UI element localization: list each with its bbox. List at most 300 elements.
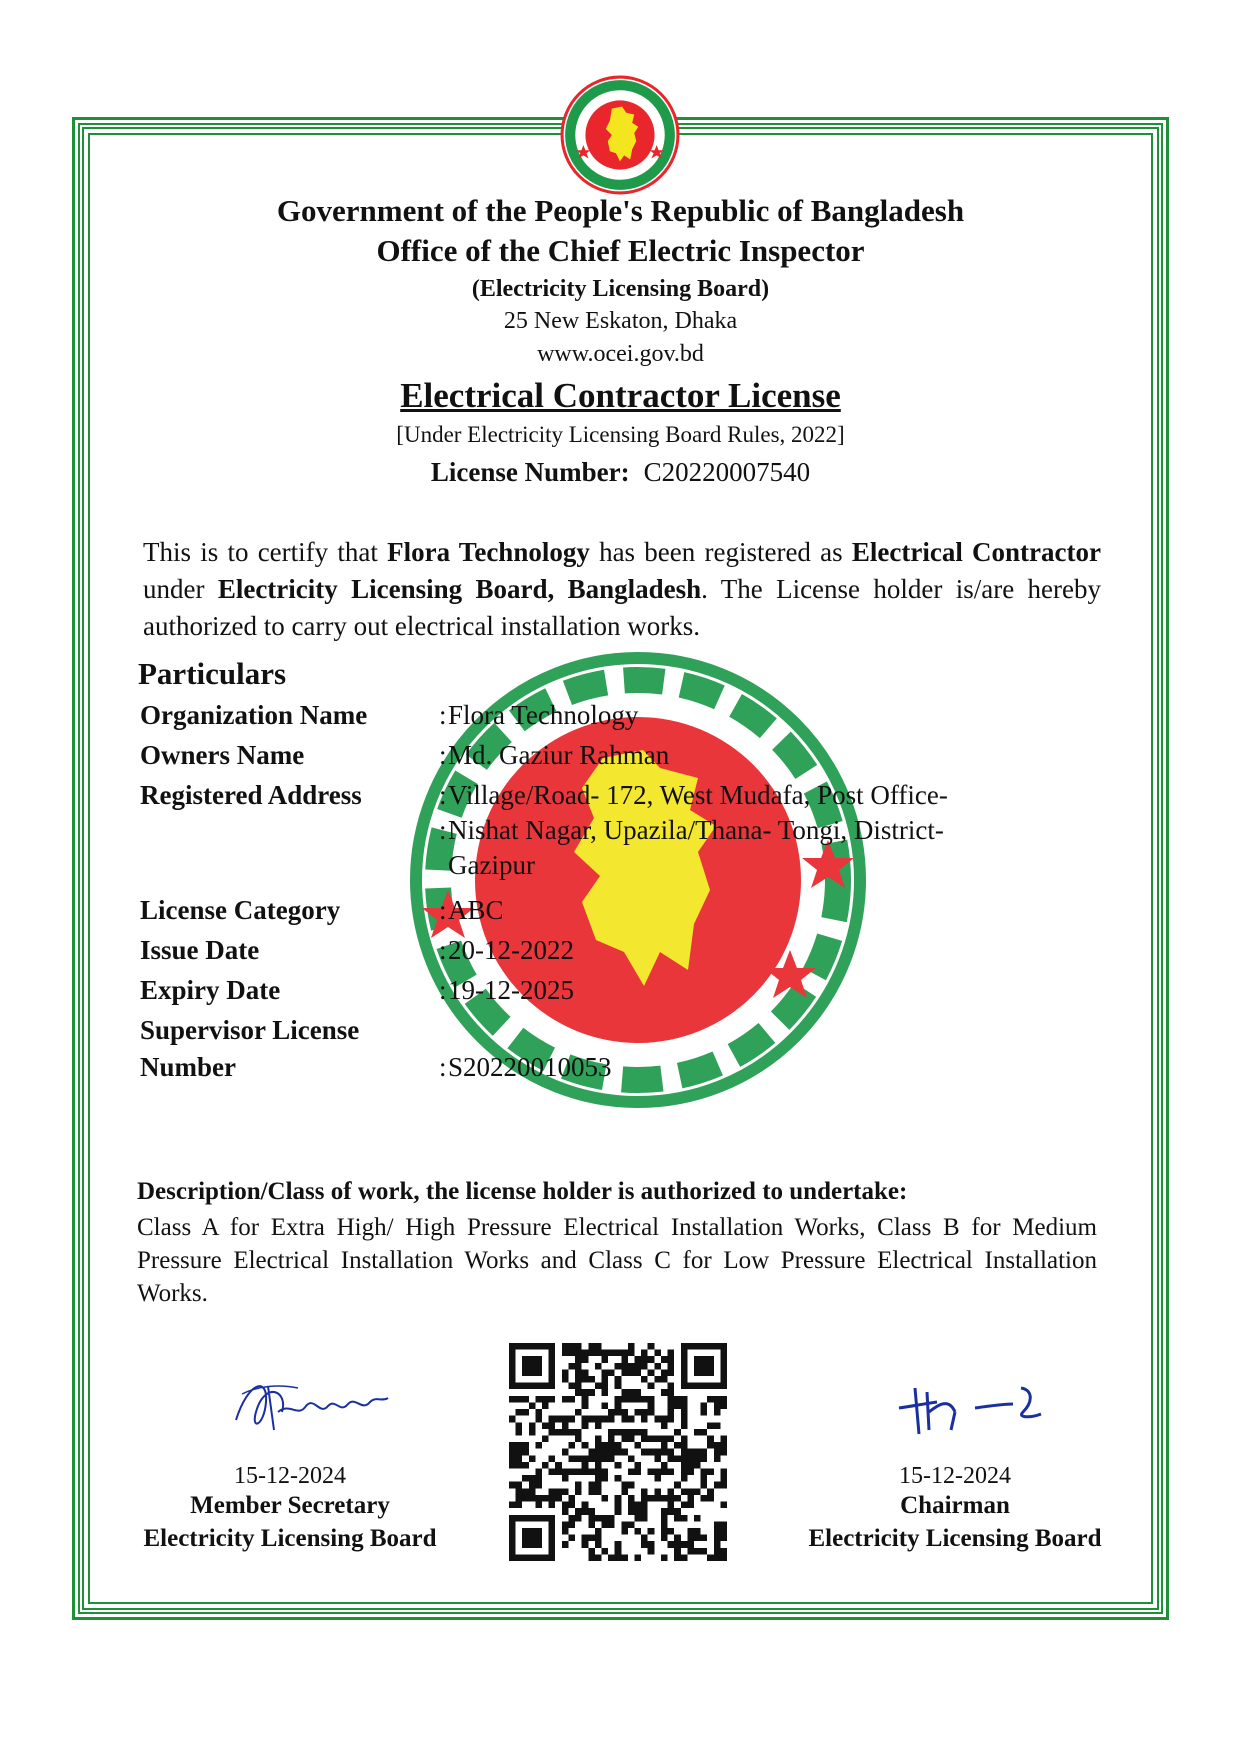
value-address-line-3: Gazipur [448,850,535,880]
qr-module [549,1369,556,1376]
qr-module [509,1396,516,1403]
qr-module [535,1554,542,1561]
qr-module [654,1435,661,1442]
qr-module [701,1409,708,1416]
cert-role: Electrical Contractor [851,537,1101,567]
qr-module [621,1554,628,1561]
qr-module [549,1356,556,1363]
qr-module [668,1455,675,1462]
qr-module [701,1469,708,1476]
qr-module [516,1488,523,1495]
qr-module [707,1369,714,1376]
value-address-line-1: Village/Road- 172, West Mudafa, Post Office- [448,780,948,810]
qr-module [681,1416,688,1423]
qr-module [529,1363,536,1370]
qr-module [549,1488,556,1495]
qr-module [628,1396,635,1403]
qr-module [615,1429,622,1436]
qr-module [535,1343,542,1350]
qr-module [535,1416,542,1423]
qr-module [509,1515,516,1522]
qr-module [608,1350,615,1357]
qr-module [595,1469,602,1476]
qr-module [661,1462,668,1469]
qr-module [509,1528,516,1535]
qr-module [648,1435,655,1442]
qr-module [641,1502,648,1509]
qr-module [516,1515,523,1522]
label-license-category: License Category [140,895,341,925]
license-number-value: C20220007540 [643,457,811,487]
qr-module [714,1343,721,1350]
qr-module [568,1442,575,1449]
qr-module [615,1363,622,1370]
qr-module [714,1396,721,1403]
qr-module [648,1495,655,1502]
qr-module [601,1449,608,1456]
qr-module [720,1475,727,1482]
qr-module [595,1515,602,1522]
qr-module [601,1383,608,1390]
qr-module [562,1488,569,1495]
qr-module [668,1356,675,1363]
colon: : [439,895,447,925]
label-registered-address: Registered Address [140,780,362,810]
qr-module [720,1469,727,1476]
qr-module [608,1521,615,1528]
website: www.ocei.gov.bd [537,341,704,367]
qr-module [668,1369,675,1376]
qr-module [641,1435,648,1442]
qr-module [714,1383,721,1390]
qr-module [661,1416,668,1423]
qr-module [674,1541,681,1548]
qr-module [575,1435,582,1442]
qr-module [509,1442,516,1449]
qr-module [522,1495,529,1502]
qr-module [654,1416,661,1423]
qr-module [542,1554,549,1561]
qr-module [641,1488,648,1495]
qr-module [720,1449,727,1456]
qr-module [635,1429,642,1436]
qr-module [595,1442,602,1449]
qr-module [562,1449,569,1456]
qr-module [720,1343,727,1350]
qr-module [674,1429,681,1436]
qr-module [694,1369,701,1376]
board-subtitle: (Electricity Licensing Board) [471,276,770,302]
value-supervisor-license: S20220010053 [448,1052,612,1082]
qr-module [714,1422,721,1429]
qr-module [661,1528,668,1535]
qr-module [535,1442,542,1449]
qr-module [720,1369,727,1376]
qr-module [575,1455,582,1462]
qr-module [694,1356,701,1363]
qr-module [654,1376,661,1383]
qr-module [628,1495,635,1502]
qr-module [582,1535,589,1542]
qr-module [648,1356,655,1363]
qr-module [588,1515,595,1522]
qr-module [654,1449,661,1456]
qr-module [595,1350,602,1357]
chairman-board: Electricity Licensing Board [808,1525,1102,1552]
qr-module [654,1455,661,1462]
qr-module [582,1541,589,1548]
qr-module [601,1521,608,1528]
qr-module [635,1409,642,1416]
qr-module [588,1521,595,1528]
qr-module [595,1488,602,1495]
qr-module [562,1396,569,1403]
qr-module [628,1455,635,1462]
qr-module [615,1383,622,1390]
qr-module [582,1442,589,1449]
qr-module [674,1508,681,1515]
label-issue-date: Issue Date [140,935,260,965]
qr-module [575,1376,582,1383]
office-title: Office of the Chief Electric Inspector [376,233,865,268]
member-secretary-date: 15-12-2024 [234,1463,346,1489]
qr-module [535,1469,542,1476]
qr-module [681,1350,688,1357]
qr-module [641,1396,648,1403]
qr-module [661,1449,668,1456]
qr-module [668,1541,675,1548]
qr-module [687,1541,694,1548]
qr-module [707,1442,714,1449]
qr-module [588,1469,595,1476]
qr-module [522,1343,529,1350]
qr-module [621,1369,628,1376]
qr-module [668,1449,675,1456]
qr-module [635,1554,642,1561]
qr-module [661,1422,668,1429]
qr-module [720,1482,727,1489]
qr-module [661,1508,668,1515]
qr-module [687,1449,694,1456]
qr-module [509,1416,516,1423]
qr-module [542,1402,549,1409]
qr-module [588,1376,595,1383]
qr-module [549,1422,556,1429]
qr-module [714,1554,721,1561]
qr-module [720,1554,727,1561]
qr-module [668,1389,675,1396]
qr-module [522,1541,529,1548]
qr-module [621,1521,628,1528]
qr-module [648,1541,655,1548]
qr-module [641,1535,648,1542]
qr-module [615,1449,622,1456]
qr-module [516,1429,523,1436]
qr-module [588,1548,595,1555]
qr-module [601,1356,608,1363]
qr-module [668,1528,675,1535]
qr-module [674,1482,681,1489]
value-expiry-date: 19-12-2025 [448,975,574,1005]
qr-module [516,1462,523,1469]
qr-code-icon [508,1343,728,1561]
qr-module [529,1541,536,1548]
qr-module [635,1502,642,1509]
qr-module [674,1515,681,1522]
qr-module [714,1455,721,1462]
qr-module [595,1535,602,1542]
qr-module [714,1541,721,1548]
qr-module [529,1402,536,1409]
license-rules: [Under Electricity Licensing Board Rules, 2022] [396,422,845,447]
qr-module [707,1343,714,1350]
qr-module [628,1521,635,1528]
qr-module [562,1528,569,1535]
qr-module [529,1356,536,1363]
qr-module [535,1541,542,1548]
qr-module [615,1554,622,1561]
qr-module [516,1383,523,1390]
qr-module [529,1528,536,1535]
qr-module [562,1475,569,1482]
qr-module [681,1541,688,1548]
qr-module [628,1482,635,1489]
qr-module [535,1475,542,1482]
qr-module [661,1389,668,1396]
qr-module [648,1396,655,1403]
qr-module [694,1528,701,1535]
member-secretary-title: Member Secretary [190,1492,390,1519]
qr-module [595,1462,602,1469]
qr-module [701,1548,708,1555]
qr-module [522,1515,529,1522]
qr-module [562,1416,569,1423]
description-heading: Description/Class of work, the license holder is authorized to undertake: [137,1178,908,1205]
qr-module [621,1482,628,1489]
qr-module [687,1383,694,1390]
member-secretary-board: Electricity Licensing Board [143,1525,437,1552]
qr-module [674,1548,681,1555]
qr-module [568,1429,575,1436]
cert-prefix: This is to certify that [143,537,388,567]
qr-module [529,1475,536,1482]
qr-module [701,1449,708,1456]
qr-module [601,1402,608,1409]
qr-module [641,1508,648,1515]
qr-module [568,1502,575,1509]
qr-module [549,1469,556,1476]
qr-module [694,1548,701,1555]
qr-module [595,1422,602,1429]
qr-module [661,1554,668,1561]
qr-module [615,1502,622,1509]
qr-module [549,1455,556,1462]
qr-module [535,1528,542,1535]
qr-module [641,1429,648,1436]
qr-module [668,1508,675,1515]
qr-module [595,1416,602,1423]
qr-module [635,1508,642,1515]
qr-module [701,1356,708,1363]
qr-module [615,1350,622,1357]
qr-module [608,1435,615,1442]
qr-module [542,1435,549,1442]
qr-module [661,1535,668,1542]
qr-module [522,1449,529,1456]
license-number-line [0,457,1241,488]
qr-module [635,1369,642,1376]
qr-module [668,1396,675,1403]
qr-module [681,1515,688,1522]
qr-module [668,1350,675,1357]
qr-module [615,1508,622,1515]
value-issue-date: 20-12-2022 [448,935,574,965]
label-organization-name: Organization Name [140,700,368,730]
qr-module [635,1515,642,1522]
qr-module [661,1435,668,1442]
qr-module [661,1369,668,1376]
qr-module [714,1449,721,1456]
qr-module [621,1435,628,1442]
qr-module [535,1356,542,1363]
qr-module [687,1455,694,1462]
qr-module [588,1508,595,1515]
qr-module [615,1402,622,1409]
qr-module [720,1435,727,1442]
qr-module [588,1389,595,1396]
qr-module [562,1508,569,1515]
qr-module [621,1396,628,1403]
qr-module [582,1416,589,1423]
chairman-signature [893,1378,1045,1438]
qr-module [668,1469,675,1476]
qr-module [516,1442,523,1449]
qr-module [615,1409,622,1416]
qr-module [628,1435,635,1442]
qr-module [529,1343,536,1350]
qr-module [701,1535,708,1542]
qr-module [562,1350,569,1357]
qr-module [549,1343,556,1350]
qr-module [621,1409,628,1416]
qr-module [661,1356,668,1363]
qr-module [621,1350,628,1357]
qr-module [522,1462,529,1469]
qr-module [674,1442,681,1449]
qr-module [608,1409,615,1416]
qr-module [641,1356,648,1363]
qr-module [529,1495,536,1502]
qr-module [509,1554,516,1561]
qr-module [562,1521,569,1528]
qr-module [621,1429,628,1436]
qr-module [549,1376,556,1383]
qr-module [687,1343,694,1350]
qr-module [654,1363,661,1370]
qr-module [562,1541,569,1548]
cert-suffix: . The License holder is/are hereby authorized to carry out electrical installation works. [143,574,1101,641]
qr-module [516,1554,523,1561]
qr-module [608,1455,615,1462]
qr-module [601,1350,608,1357]
qr-module [681,1422,688,1429]
qr-module [522,1356,529,1363]
qr-module [522,1475,529,1482]
qr-module [694,1449,701,1456]
qr-module [555,1488,562,1495]
qr-module [582,1462,589,1469]
qr-module [615,1475,622,1482]
qr-module [509,1455,516,1462]
qr-module [575,1350,582,1357]
qr-module [549,1528,556,1535]
qr-module [549,1363,556,1370]
qr-module [648,1449,655,1456]
qr-module [601,1548,608,1555]
qr-module [601,1389,608,1396]
qr-module [522,1554,529,1561]
qr-module [694,1515,701,1522]
qr-module [582,1369,589,1376]
qr-module [687,1548,694,1555]
qr-module [582,1402,589,1409]
qr-module [582,1469,589,1476]
qr-module [621,1356,628,1363]
chairman-title: Chairman [900,1492,1010,1519]
qr-module [674,1554,681,1561]
qr-module [516,1396,523,1403]
qr-module [568,1535,575,1542]
qr-module [661,1521,668,1528]
qr-module [674,1455,681,1462]
qr-module [681,1435,688,1442]
qr-module [601,1515,608,1522]
qr-module [529,1482,536,1489]
qr-module [628,1429,635,1436]
qr-module [522,1528,529,1535]
qr-module [509,1482,516,1489]
qr-module [694,1429,701,1436]
qr-module [687,1462,694,1469]
qr-module [509,1502,516,1509]
qr-module [509,1369,516,1376]
qr-module [601,1495,608,1502]
qr-module [674,1396,681,1403]
qr-module [535,1482,542,1489]
qr-module [648,1343,655,1350]
qr-module [562,1502,569,1509]
qr-module [575,1429,582,1436]
qr-module [562,1469,569,1476]
qr-module [621,1488,628,1495]
value-owners-name: Md. Gaziur Rahman [448,740,670,770]
qr-module [522,1442,529,1449]
qr-module [608,1429,615,1436]
qr-module [522,1488,529,1495]
qr-module [641,1416,648,1423]
qr-module [681,1442,688,1449]
qr-module [568,1396,575,1403]
qr-module [720,1521,727,1528]
qr-module [628,1508,635,1515]
qr-module [668,1409,675,1416]
qr-module [568,1495,575,1502]
qr-module [641,1363,648,1370]
qr-module [648,1383,655,1390]
qr-module [701,1369,708,1376]
qr-module [681,1402,688,1409]
qr-module [701,1402,708,1409]
